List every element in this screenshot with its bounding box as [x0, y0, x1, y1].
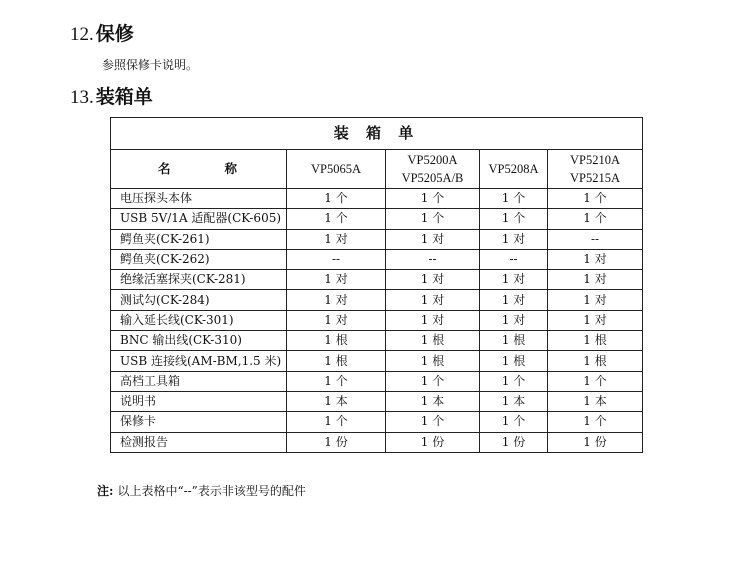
table-row — [111, 290, 643, 310]
column-header-name — [111, 150, 287, 189]
item-quantity: 1 个 — [386, 371, 480, 391]
item-quantity: 1 本 — [548, 391, 643, 411]
item-quantity: 1 个 — [386, 209, 480, 229]
item-quantity: 1 根 — [480, 331, 548, 351]
item-quantity: 1 对 — [548, 249, 643, 269]
item-quantity: 1 个 — [386, 189, 480, 209]
table-row — [111, 391, 643, 411]
table-row — [111, 270, 643, 290]
section-12-text: 参照保修卡说明。 — [102, 58, 199, 72]
item-quantity: 1 个 — [548, 412, 643, 432]
item-quantity: 1 个 — [287, 189, 386, 209]
item-quantity: 1 个 — [548, 209, 643, 229]
column-header-model — [480, 150, 548, 189]
item-name: 绝缘活塞探夹(CK-281) — [111, 270, 287, 290]
table-row — [111, 249, 643, 269]
item-quantity: 1 个 — [480, 412, 548, 432]
item-quantity: 1 个 — [480, 189, 548, 209]
item-quantity: 1 份 — [548, 432, 643, 452]
item-name: 鳄鱼夹(CK-262) — [111, 249, 287, 269]
note-label: 注: — [97, 484, 114, 498]
item-quantity: -- — [480, 249, 548, 269]
column-header-model — [386, 150, 480, 189]
column-header-model-line1: VP5065A — [310, 162, 361, 176]
item-quantity: 1 对 — [480, 310, 548, 330]
item-quantity: 1 对 — [287, 310, 386, 330]
note-text: 以上表格中“--”表示非该型号的配件 — [117, 484, 306, 498]
item-name: 鳄鱼夹(CK-261) — [111, 229, 287, 249]
item-quantity: 1 本 — [480, 391, 548, 411]
table-title-row — [111, 118, 643, 150]
section-13-title: 装箱单 — [95, 86, 153, 108]
item-quantity: 1 对 — [480, 229, 548, 249]
item-quantity: 1 对 — [287, 270, 386, 290]
item-quantity: 1 对 — [386, 229, 480, 249]
item-quantity: 1 根 — [548, 331, 643, 351]
item-name: 保修卡 — [111, 412, 287, 432]
column-header-model — [548, 150, 643, 189]
item-quantity: 1 份 — [480, 432, 548, 452]
item-quantity: 1 根 — [386, 351, 480, 371]
item-quantity: 1 对 — [386, 290, 480, 310]
item-quantity: 1 对 — [287, 229, 386, 249]
item-quantity: 1 对 — [386, 310, 480, 330]
item-quantity: 1 根 — [287, 331, 386, 351]
table-row — [111, 229, 643, 249]
item-name: 高档工具箱 — [111, 371, 287, 391]
table-row — [111, 412, 643, 432]
item-quantity: 1 本 — [386, 391, 480, 411]
item-quantity: 1 根 — [287, 351, 386, 371]
item-quantity: 1 对 — [548, 290, 643, 310]
item-quantity: 1 个 — [480, 371, 548, 391]
item-quantity: 1 个 — [287, 371, 386, 391]
section-13-number: 13. — [70, 87, 94, 108]
column-header-model-line2: VP5215A — [570, 171, 621, 185]
table-row — [111, 209, 643, 229]
item-quantity: 1 根 — [548, 351, 643, 371]
item-name: USB 连接线(AM-BM,1.5 米) — [111, 351, 287, 371]
table-header-row — [111, 150, 643, 189]
column-header-model-line2: VP5205A/B — [401, 171, 464, 185]
item-quantity: 1 份 — [386, 432, 480, 452]
table-row — [111, 331, 643, 351]
item-quantity: 1 个 — [287, 412, 386, 432]
item-quantity: 1 份 — [287, 432, 386, 452]
column-header-model-line1: VP5200A — [407, 153, 458, 167]
item-quantity: -- — [548, 229, 643, 249]
item-quantity: -- — [386, 249, 480, 269]
item-quantity: 1 对 — [480, 270, 548, 290]
item-name: BNC 输出线(CK-310) — [111, 331, 287, 351]
column-header-model-line1: VP5208A — [488, 162, 539, 176]
item-quantity: 1 根 — [480, 351, 548, 371]
item-quantity: 1 个 — [287, 209, 386, 229]
item-quantity: 1 个 — [548, 189, 643, 209]
table-note — [97, 483, 306, 499]
item-quantity: 1 个 — [548, 371, 643, 391]
item-quantity: 1 对 — [386, 270, 480, 290]
item-quantity: 1 本 — [287, 391, 386, 411]
item-name: 说明书 — [111, 391, 287, 411]
item-name: 测试勾(CK-284) — [111, 290, 287, 310]
table-row — [111, 310, 643, 330]
item-name: 输入延长线(CK-301) — [111, 310, 287, 330]
table-row — [111, 351, 643, 371]
item-quantity: 1 个 — [386, 412, 480, 432]
column-header-name-part1: 名 — [157, 162, 173, 176]
section-12-number: 12. — [70, 24, 94, 45]
column-header-name-part2: 称 — [224, 162, 240, 176]
item-name: 检测报告 — [111, 432, 287, 452]
item-quantity: -- — [287, 249, 386, 269]
table-row — [111, 371, 643, 391]
packing-list-table — [110, 117, 643, 453]
section-12-title: 保修 — [95, 23, 134, 45]
section-12-heading — [70, 22, 134, 47]
item-name: USB 5V/1A 适配器(CK-605) — [111, 209, 287, 229]
table-title: 装 箱 单 — [111, 118, 643, 150]
item-quantity: 1 根 — [386, 331, 480, 351]
column-header-model-line1: VP5210A — [570, 153, 621, 167]
item-quantity: 1 个 — [480, 209, 548, 229]
table-row — [111, 189, 643, 209]
table-row — [111, 432, 643, 452]
item-quantity: 1 对 — [548, 270, 643, 290]
item-quantity: 1 对 — [548, 310, 643, 330]
item-quantity: 1 对 — [480, 290, 548, 310]
column-header-model — [287, 150, 386, 189]
item-quantity: 1 对 — [287, 290, 386, 310]
item-name: 电压探头本体 — [111, 189, 287, 209]
section-13-heading — [70, 85, 153, 110]
